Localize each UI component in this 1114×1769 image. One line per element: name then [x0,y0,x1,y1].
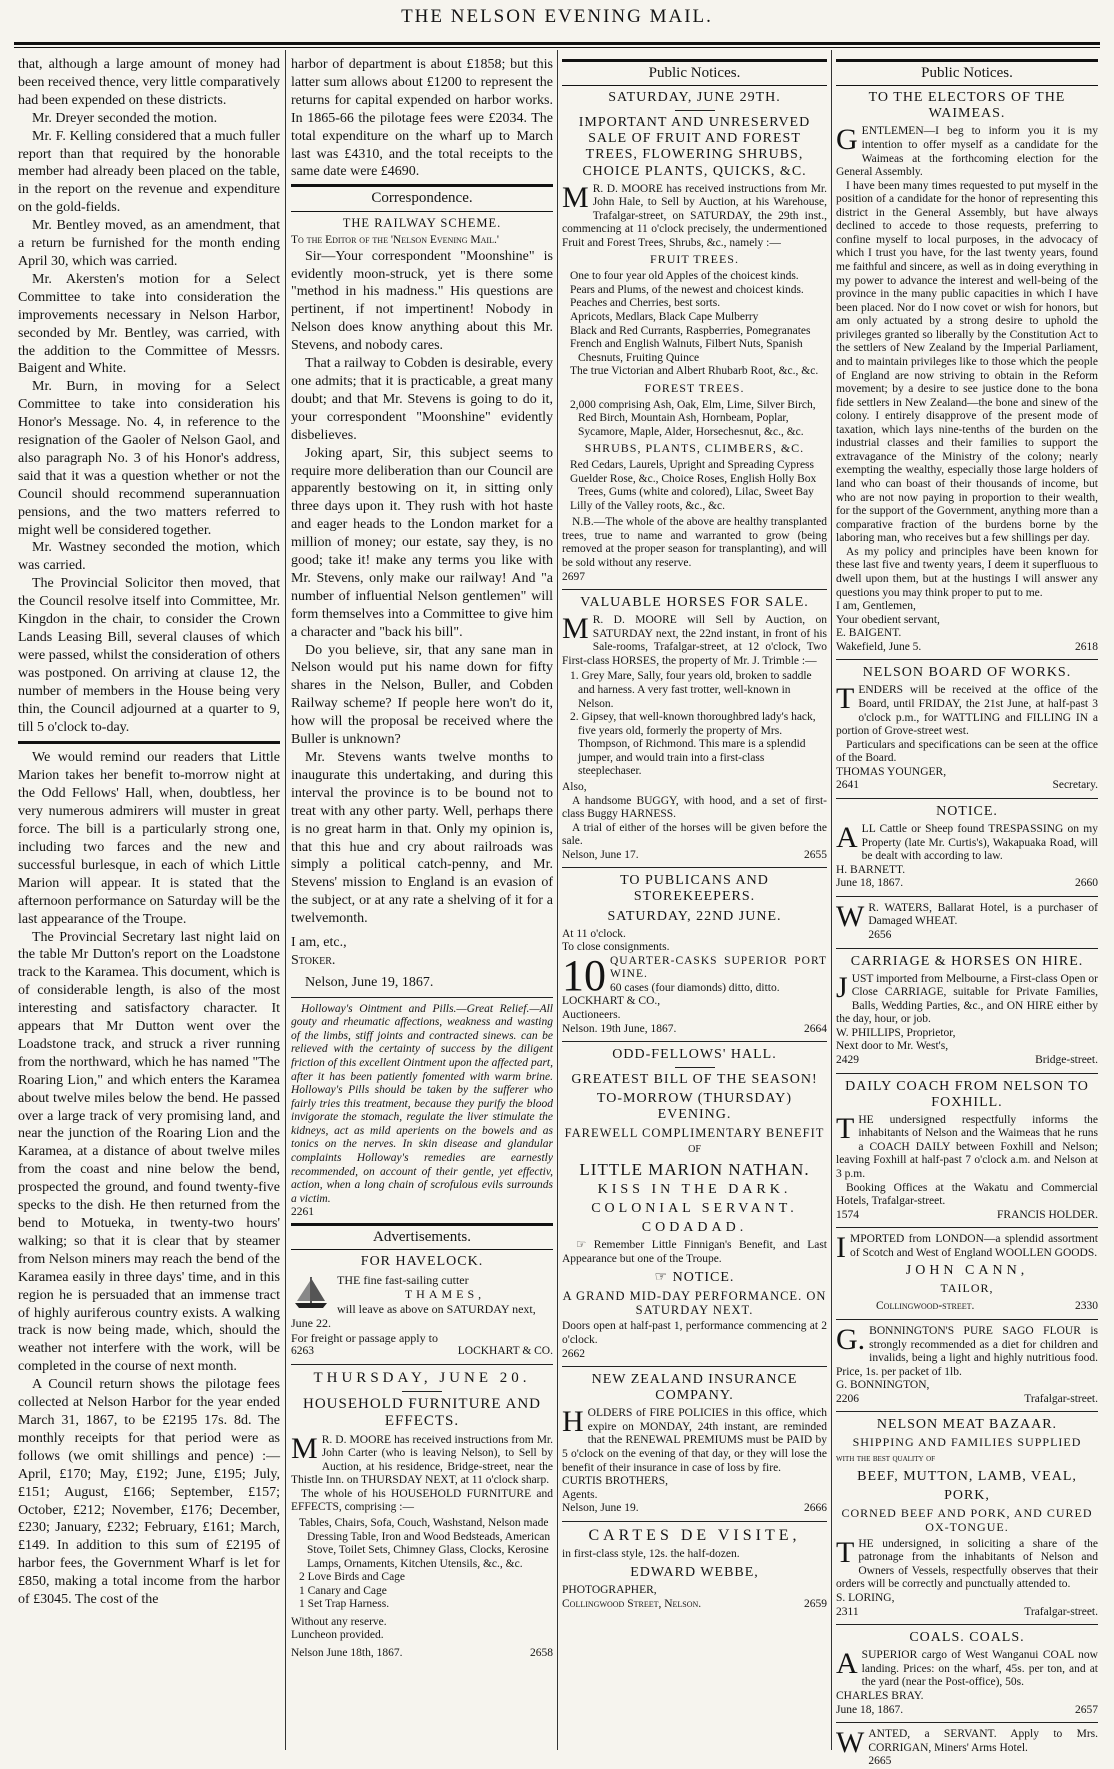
fruit-items [570,270,827,379]
list-item: Tables, Chairs, Sofa, Couch, Washstand, Nelson made Dressing Table, Iron and Wood Bedsteads, American Stove, Toilet Sets, Chimney Glass, Clocks, Kerosine Lamps, Ornaments, Kitchen Utensils, &c., &c. [299,1516,551,1570]
drop-cap: M [562,612,589,646]
advert-number: 2330 [1075,1300,1098,1313]
column-2 [291,56,553,1746]
section-rule [836,1073,1098,1074]
advert-number: 2618 [1075,640,1098,653]
drop-cap: A [836,1647,858,1681]
short-rule [675,1067,715,1068]
furniture-date: Nelson June 18th, 1867. [291,1647,403,1659]
advert-number: 2658 [530,1647,553,1659]
horses-items [570,670,827,779]
advert-number: 2429 [836,1053,859,1066]
drop-cap: T [836,1535,855,1569]
works-heading: NELSON BOARD OF WORKS. [862,665,1072,681]
list-item: Apricots, Medlars, Black Cape Mulberry [570,310,759,323]
column-4 [836,56,1098,1768]
insurance-date: Nelson, June 19. [562,1502,639,1515]
sago-street: Trafalgar-street. [1024,1392,1098,1405]
electors-place: Wakefield, June 5. [836,640,922,653]
horses-trial: A trial of either of the horses will be given before the sale. [562,821,827,848]
oddfellows-line: TO-MORROW (THURSDAY) EVENING. [596,1091,793,1123]
drop-cap: G [836,123,858,157]
horses-also: Also, [562,780,587,793]
letter-paragraph: Mr. Stevens wants twelve months to inaugurate this undertaking, and during this interval the province is to be bound not to treat with any other party. Well, perhaps there is no great harm in that. Only my opinion is, that this hue and cry about railroads was simply a political catch-penny, and Mr. Stevens' mission to England is an evasion of the subject, or at any rate a shelving of it for a twelvemonth. [291,750,553,927]
oddfellows-of: OF [688,1143,701,1155]
article-paragraph: Mr. Wastney seconded the motion, which was carried. [18,540,280,574]
sago-signature: G. BONNINGTON, [836,1379,930,1392]
advert-number: 2659 [804,1598,827,1611]
advert-number: 2206 [836,1392,859,1405]
cartes-sub: in first-class style, 12s. the half-dozen. [562,1548,740,1561]
carriage-footer [836,1054,1098,1068]
advert-number: 2311 [836,1605,859,1618]
letter-paragraph: Do you believe, sir, that any sane man in Nelson would put his name down for fifty shares in the Nelson, Buller, and Cobden Railway scheme? If people here won't do it, how will the proposal be received where the Buller is unknown? [291,642,553,748]
article-paragraph: A Council return shows the pilotage fees collected at Nelson Harbor for the year ended March 31, 1867, to be £2195 17s. 8d. The monthly receipts for that period were as follows (we omit shillings and pence) :—April, £170; May, £192; June, £195; July, £151; August, £166; September, £157; October, £212; November, £176; December, £230; January, £232; February, £161; March, £149. In addition to this sum of £2195 of harbor fees, the Government Wharf is let for £850, making a total income from the harbor of £3045. The cost of the [18,1377,280,1608]
article-paragraph: Mr. F. Kelling considered that a much fuller report than that required by the honorable member had already been placed on the table, in the report on the revenue and expenditure on the gold-fields. [18,128,280,216]
webbe-role: PHOTOGRAPHER, [562,1583,657,1596]
section-rule [562,867,827,868]
coals-text: SUPERIOR cargo of West Wanganui COAL now landing. Prices: on the wharf, 45s. per ton, and at the yard (near the Post-office), 50s. [861,1649,1098,1689]
article-paragraph: The Provincial Secretary last night laid on the table Mr Dutton's report on the Loadstone track to the Karamea. This document, which is of considerable length, is also of the most interesting and satisfactory character. It appears that Mr Dutton went over the Loadstone track, and struck a river running from the northward, which he has named "The Roaring Lion," and which enters the Karamea about twelve miles below the bend. He passed over a large track of very promising land, and near the junction of the Roaring Lion and the Karamea, at a distance of about twelve miles from the coast and nine below the bend, prospected the ground, and found twenty-five specks to the dish. He then returned from the bend to Motueka, in twenty-two hours' walking; so that it is clear that by steamer from Nelson miners may reach the bend of the Karamea easily in three days' time, and in this region he is persuaded that an immense tract of highly auriferous country exists. A walking track is now being made, which, should the weather not interfere with the work, will be completed in the course of next month. [18,929,280,1375]
works-text-2: Particulars and specifications can be seen at the office of the Board. [836,738,1098,765]
works-text: ENDERS will be received at the office of the Board, until FRIDAY, the 21st June, at half-past 3 o'clock p.m., for WATTLING and FILLING IN a portion of Grove-street west. [836,684,1098,738]
meat-line: PORK, [944,1488,990,1504]
works-signature: THOMAS YOUNGER, [836,765,947,778]
list-item: 1 Set Trap Harness. [299,1598,390,1611]
holloway-advert [291,1003,553,1220]
cartes-heading: CARTES DE VISITE, [588,1526,801,1544]
letter-title: THE RAILWAY SCHEME. [342,215,502,230]
electors-advert [836,125,1098,654]
section-rule [18,741,280,744]
notice-signature: H. BARNETT. [836,863,906,876]
drop-cap: W [836,899,865,933]
waters-text: R. WATERS, Ballarat Hotel, is a purchaser of Damaged WHEAT. [868,901,1098,928]
cann-advert [836,1231,1098,1265]
masthead-rule [14,42,1100,45]
oddfellows-piece: KISS IN THE DARK. [597,1182,792,1198]
furniture-sub: The whole of his HOUSEHOLD FURNITURE and EFFECTS, comprising :— [291,1487,553,1514]
oddfellows-notice-label: NOTICE. [672,1269,735,1285]
section-rule [836,1319,1098,1320]
coach-heading: DAILY COACH FROM NELSON TO FOXHILL. [845,1078,1089,1110]
carriage-heading: CARRIAGE & HORSES ON HIRE. [850,953,1084,969]
horses-date: Nelson, June 17. [562,848,639,861]
sale-heading: IMPORTANT AND UNRESERVED SALE OF FRUIT AND FOREST TREES, FLOWERING SHRUBS, CHOICE PLANTS, QUICKS, &C. [578,115,811,179]
carriage-advert [836,970,1098,1068]
havelock-text: THE fine fast-sailing cutter [337,1273,469,1288]
column-divider [285,50,286,1750]
oddfellows-line: GREATEST BILL OF THE SEASON! [571,1072,818,1088]
list-item: Black and Red Currants, Raspberries, Pomegranates [570,324,811,337]
article-paragraph: The Provincial Solicitor then moved, that the Council resolve itself into Committee, Mr. Kingdon in the chair, to consider the Crown Lands Leasing Bill, several clauses of which were passed, whilst the consideration of others was postponed. On arriving at clause 12, the number of members in the House being very thin, the Council adjourned at a quarter to 9, till 5 o'clock to-day. [18,576,280,735]
insurance-agent: CURTIS BROTHERS, [562,1475,669,1488]
article-paragraph: We would remind our readers that Little Marion takes her benefit to-morrow night at the Odd Fellows' Hall, when, doubtless, her very numerous admirers will muster in great force. The bill is a particularly strong one, including two farces and the new and successful burlesque, in each of which Little Marion will appear. It is stated that the afternoon performance on Saturday will be the last appearance of the Troupe. [18,750,280,927]
advert-number: 1574 [836,1208,859,1221]
correspondence-heading: Correspondence. [291,184,553,211]
publicans-dateline: Nelson. 19th June, 1867. [562,1022,677,1035]
public-notices-heading: Public Notices. [836,59,1098,86]
notice-heading: NOTICE. [936,803,998,819]
article-paragraph: Mr. Burn, in moving for a Select Committee to take into consideration his Honor's Message. No. 4, in reference to the resignation of the Gaoler of Nelson Gaol, and also paragraph No. 3 of his Honor's address, said that it was a question whether or not the Council should recommend superannuation pensions, and the two matters referred to might well be considered together. [18,379,280,538]
section-rule [291,997,553,998]
cann-name: JOHN CANN, [905,1263,1029,1279]
list-item: 2 Love Birds and Cage [299,1571,406,1584]
section-rule [562,589,827,590]
sale-advert [562,180,827,584]
section-rule [836,1722,1098,1723]
coals-footer [836,1704,1098,1718]
publicans-item: QUARTER-CASKS SUPERIOR PORT WINE. [610,954,827,981]
oddfellows-remember [562,1239,827,1266]
publicans-item-2: 60 cases (four diamonds) ditto, ditto. [610,981,780,994]
havelock-freight: For freight or passage apply to [291,1330,438,1345]
horses-advert [562,614,827,862]
thursday-heading: THURSDAY, JUNE 20. [313,1369,531,1386]
cann-address: Collingwood-street. [876,1300,975,1313]
forest-heading: FOREST TREES. [644,380,745,395]
letter-paragraph: That a railway to Cobden is desirable, every one admits; that it is practicable, a great many doubt; and that Mr. Stevens is going to do it, your correspondent "Moonshine" evidently disbelieves. [291,356,553,443]
insurance-role: Agents. [562,1488,598,1501]
insurance-advert [562,1407,827,1516]
havelock-text-2: will leave as above on SATURDAY next, June 22. [291,1301,536,1331]
advert-number: 6263 [291,1345,314,1358]
insurance-footer [562,1502,827,1516]
meat-sub: SHIPPING AND FAMILIES SUPPLIED [852,1435,1082,1450]
oddfellows-doors: Doors open at half-past 1, performance commencing at 2 o'clock. [562,1320,827,1347]
oddfellows-notice [562,1270,827,1286]
drop-cap: W [836,1726,865,1760]
drop-cap: T [836,682,855,716]
pointing-hand-icon: ☞ [654,1269,673,1285]
section-rule [562,1366,827,1367]
column-divider [557,50,558,1750]
works-footer [836,779,1098,793]
carriage-signature: W. PHILLIPS, Proprietor, [836,1026,956,1039]
advert-number: 2641 [836,779,859,792]
publicans-date: SATURDAY, 22ND JUNE. [607,908,782,924]
wanted-advert [836,1728,1098,1769]
article-paragraph: that, although a large amount of money had been received thence, very little comparatively had been expended on these districts. [18,57,280,108]
furniture-text: R. D. MOORE has received instructions from Mr. John Carter (who is leaving Nelson), to Sell by Auction, at his residence, Bridge-street, near the Thistle Inn. on THURSDAY NEXT, at 11 o'clock sharp. [291,1433,553,1487]
oddfellows-piece: CODADAD. [641,1220,748,1236]
notice-footer [836,877,1098,891]
cann-role: TAILOR, [940,1281,994,1296]
coach-text-2: Booking Offices at the Wakatu and Commercial Hotels, Trafalgar-street. [836,1181,1098,1208]
advert-number: 2662 [562,1347,585,1360]
letter-paragraph: Joking apart, Sir, this subject seems to require more deliberation than our Council are apparently bestowing on it, in sitting only three days upon it. They rush with hot haste and eager heads to the London market for a million of money; our estate, say they, is no good; take it! make any terms you like with Mr. Stevens, only make our railway! And "a number of influential Nelson gentlemen" will form themselves into a Committee to give him a character and "back his bill". [291,445,553,640]
electors-close: I am, Gentlemen, [836,600,916,613]
drop-cap: M [291,1431,318,1465]
advert-number: 2666 [804,1502,827,1515]
advertisements-heading: Advertisements. [291,1223,553,1250]
havelock-agent: LOCKHART & CO. [457,1345,553,1358]
advert-number: 2261 [291,1206,314,1219]
letter-paragraph: Sir—Your correspondent "Moonshine" is evidently moon-struck, yet is there some "method in his madness." His questions are pertinent, if not impertinent! Nobody in Nelson does know anything about this Mr. Stevens, and nobody cares. [291,248,553,354]
drop-cap: T [836,1111,855,1145]
electors-paragraph: As my policy and principles have been known for these last five and twenty years, I deem it superfluous to dwell upon them, but at the hustings I will answer any questions you may think proper to put to me. [836,545,1098,599]
list-item: Red Cedars, Laurels, Upright and Spreading Cypress [570,459,815,472]
electors-close: Your obedient servant, [836,613,940,626]
article-paragraph: harbor of department is about £1858; but this latter sum allows about £1200 to represent the returns for capital expended on harbor works. In 1865-66 the pilotage fees were £2034. The total expenditure on the wharf up to March last was £4310, and the total receipts to the same date were £4690. [291,57,553,180]
list-item: Pears and Plums, of the newest and choicest kinds. [570,283,804,296]
carriage-text: UST imported from Melbourne, a First-class Open or Close CARRIAGE, suitable for Private Families, Balls, Wedding Parties, &c., and ON HIRE either by the day, hour, or job. [836,972,1098,1026]
meat-with: with the best quality of [836,1453,936,1465]
section-rule [836,1411,1098,1412]
meat-heading: NELSON MEAT BAZAAR. [876,1417,1058,1433]
webbe-footer [562,1597,827,1612]
furniture-advert [291,1431,553,1661]
column-divider [831,50,832,1750]
list-item: Lilly of the Valley roots, &c., &c. [570,499,726,512]
coach-text: HE undersigned respectfully informs the inhabitants of Nelson and the Waimeas that he runs a COACH DAILY between Foxhill and Nelson; leaving Foxhill at half-past 7 o'clock a.m. and Nelson at 3 p.m. [836,1113,1098,1180]
notice-text: LL Cattle or Sheep found TRESPASSING on my Property (late Mr. Curtis's), Wakapuaka Road, will be dealt with according to law. [861,823,1098,863]
pointing-hand-icon: ☞ [576,1239,594,1252]
list-item: 1. Grey Mare, Sally, four years old, broken to saddle and harness. A very fast trotter, well-known in Nelson. [570,670,812,710]
webbe-address: Collingwood Street, Nelson. [562,1598,702,1611]
list-item: Peaches and Cherries, best sorts. [570,297,721,310]
cann-text: MPORTED from LONDON—a splendid assortment of Scotch and West of England WOOLLEN GOODS. [850,1233,1098,1259]
electors-paragraph: ENTLEMEN—I beg to inform you it is my intention to offer myself as a candidate for the Waimeas at the forthcoming election for the General Assembly. [836,125,1098,179]
wanted-text: ANTED, a SERVANT. Apply to Mrs. CORRIGAN, Miners' Arms Hotel. [868,1728,1098,1754]
public-notices-heading: Public Notices. [562,59,827,86]
sago-text: BONNINGTON'S PURE SAGO FLOUR is strongly recommended as a diet for children and invalids, being a light and highly nutritious food. Price, 1s. per packet of 1lb. [836,1324,1098,1378]
publicans-advert [562,950,827,1036]
column-1 [18,56,280,1746]
notice-date: June 18, 1867. [836,877,904,890]
section-rule [562,1521,827,1522]
carriage-next: Next door to Mr. West's, [836,1040,949,1053]
letter-salutation: To the Editor of the 'Nelson Evening Mail.' [291,233,499,246]
sago-footer [836,1393,1098,1407]
list-item: Guelder Rose, &c., Choice Roses, English Holly Box Trees, Gums (white and colored), Lilac, Sweet Bay [570,472,817,499]
meat-signature: S. LORING, [836,1592,895,1605]
furniture-items [299,1517,553,1612]
havelock-heading: FOR HAVELOCK. [360,1253,484,1269]
advert-number: 2697 [562,570,585,583]
oddfellows-line: FAREWELL COMPLIMENTARY BENEFIT [564,1126,825,1141]
section-rule [836,798,1098,799]
advert-number: 2657 [1075,1703,1098,1716]
insurance-text: OLDERS of FIRE POLICIES in this office, which expire on MONDAY, 24th instant, are reminded that the RENEWAL PREMIUMS must be PAID by 5 o'clock on the evening of that day, or they will lose the benefit of their insurance in case of loss by fire. [562,1407,827,1474]
publicans-close: To close consignments. [562,941,670,954]
coals-advert [836,1649,1098,1717]
column-3 [562,56,827,1746]
horses-heading: VALUABLE HORSES FOR SALE. [580,595,809,611]
oddfellows-name: LITTLE MARION NATHAN. [579,1159,810,1179]
coals-date: June 18, 1867. [836,1703,904,1716]
masthead-rule-thin [14,47,1100,48]
electors-paragraph: I have been many times requested to put myself in the position of a candidate for the honor of representing this district in the General Assembly, but have always declined to accede to those requests, preferring to confine myself to local purposes, in the advocacy of which I trust you have, for the last twenty years, found me faithful and sincere, as well as in doing everything in my power to advance the interest and well-being of the province in the many public capacities in which I have been placed. Nor do I now covet or wish for honors, but am only actuated by a strong desire to uphold the privileges granted so liberally by the Constitution Act to the settlers of New Zealand by the Imperial Parliament, and to maintain privileges like to those which the people of England are now striving to obtain in the Reform movement; by a desire to see justice done to the bona fide settlers in New Zealand—the bone and sinew of the colony. I entirely disapprove of the present mode of taxation, which lays nine-tenths of the burden on the industrial classes and their families to support the extravagance of the Ministry of the colony; nearly exempting the wealthy, especially those large holders of land who can boast of their thousands of income, but who are not now paying in proportion to their wealth, for the support of the Government, anything more than a comparative fraction of the burdens borne by the laboring man, who receives but a few shillings per day. [836,179,1098,545]
sale-date: SATURDAY, JUNE 29TH. [608,90,781,106]
oddfellows-heading: ODD-FELLOWS' HALL. [612,1047,777,1063]
electors-footer [836,641,1098,655]
horses-footer [562,849,827,863]
meat-footer [836,1606,1098,1620]
shrubs-items [570,459,827,513]
havelock-ship-name: THAMES, [404,1287,486,1302]
coach-footer [836,1209,1098,1223]
list-item: 2,000 comprising Ash, Oak, Elm, Lime, Silver Birch, Red Birch, Mountain Ash, Hornbeam, Poplar, Sycamore, Maple, Alder, Horsechesnut, &c., &c. [570,398,816,438]
section-rule [836,896,1098,897]
coals-heading: COALS. COALS. [909,1630,1025,1646]
drop-cap: J [836,970,848,1004]
drop-cap: A [836,821,858,854]
short-rule [675,110,715,111]
list-item: French and English Walnuts, Filbert Nuts, Spanish Chesnuts, Fruiting Quince [570,338,803,364]
drop-number: 10 [562,950,606,1000]
meat-line: BEEF, MUTTON, LAMB, VEAL, [857,1469,1077,1485]
meat-text: HE undersigned, in soliciting a share of the patronage from the inhabitants of Nelson and Owners of Vessels, respectfully observes that their orders will be correctly and punctually attended to. [836,1537,1098,1591]
drop-cap: G. [836,1322,866,1356]
insurance-heading: NEW ZEALAND INSURANCE COMPANY. [591,1372,798,1404]
section-rule [562,1041,827,1042]
section-rule [836,948,1098,949]
short-rule [402,1391,442,1392]
works-advert [836,684,1098,793]
advert-number: 2665 [868,1755,892,1768]
shrubs-heading: SHRUBS, PLANTS, CLIMBERS, &C. [584,441,805,456]
coach-advert [836,1111,1098,1223]
fruit-heading: FRUIT TREES. [650,252,739,267]
publicans-agent: LOCKHART & CO., [562,995,661,1008]
letter-signature: Stoker. [291,952,336,968]
advert-number: 2656 [868,928,892,941]
sago-advert [836,1322,1098,1406]
reserve-note: Without any reserve. [291,1615,387,1628]
havelock-advert [291,1273,553,1359]
furniture-heading: HOUSEHOLD FURNITURE AND EFFECTS. [302,1396,541,1430]
carriage-street: Bridge-street. [1035,1053,1098,1066]
electors-signature: E. BAIGENT. [836,627,902,640]
works-role: Secretary. [1052,779,1098,792]
horses-buggy: A handsome BUGGY, with hood, and a set of first-class Buggy HARNESS. [562,794,827,821]
meat-line: CORNED BEEF AND PORK, AND CURED OX-TONGUE. [841,1506,1093,1534]
electors-heading: TO THE ELECTORS OF THE WAIMEAS. [868,90,1066,122]
meat-street: Trafalgar-street. [1024,1605,1098,1618]
webbe-name: EDWARD WEBBE, [630,1564,759,1580]
article-paragraph: Mr. Akersten's motion for a Select Committee to take into consideration the improvements necessary in Nelson Harbor, seconded by Mr. Bentley, was carried, with the addition to the Committee of Messrs. Baigent and White. [18,271,280,377]
havelock-footer [291,1345,553,1359]
article-paragraph: Mr. Dreyer seconded the motion. [32,110,218,126]
furniture-footer [291,1647,553,1661]
advert-number: 2655 [804,848,827,861]
holloway-text: Holloway's Ointment and Pills.—Great Relief.—All gouty and rheumatic affections, weakness and wasting of the limbs, stiff joints and contracted sinews. can be relieved with the certainty of success by the diligent friction of this excellent Ointment upon the affected part, after it has been patiently fomented with warm brine. Holloway's Pills should be taken by the sufferer who fairly tries this treatment, because they purify the blood invigorate the stomach, regulate the liver stimulate the kidneys, act as mild aperients on the bowels and as tonics on the nerves. In skin disease and glandular complaints Holloway's remedies are earnestly recommended, on account of their gentle, yet effectiv, action, when a long chain of scrofulous evils surrounds a victim. [291,1002,553,1205]
publicans-role: Auctioneers. [562,1008,621,1021]
forest-items [570,399,827,440]
publicans-heading: TO PUBLICANS AND STOREKEEPERS. [620,873,769,905]
meat-advert [836,1535,1098,1619]
advert-number: 2660 [1075,877,1098,890]
coach-signature: FRANCIS HOLDER. [997,1208,1098,1221]
ship-icon [291,1275,331,1311]
letter-close: I am, etc., [291,935,347,951]
section-rule [291,1364,553,1365]
oddfellows-piece: COLONIAL SERVANT. [591,1201,798,1217]
list-item: The true Victorian and Albert Rhubarb Root, &c., &c. [570,365,819,378]
publicans-time: At 11 o'clock. [562,927,626,940]
sale-nb: N.B.—The whole of the above are healthy transplanted trees, true to name and warranted to grow (being removed at the proper season for transplanting), and will be sold without any reserve. [562,516,827,569]
sale-text: R. D. MOORE has received instructions from Mr. John Hale, to Sell by Auction, at his Warehouse, Trafalgar-street, on SATURDAY, the 29th inst., commencing at 11 o'clock precisely, the undermentioned Fruit and Forest Trees, Shrubs, &c., namely :— [562,182,827,249]
advert-number: 2664 [804,1022,827,1035]
publicans-footer [562,1023,827,1037]
section-rule [836,659,1098,660]
letter-date: Nelson, June 19, 1867. [305,974,434,990]
list-item: One to four year old Apples of the choicest kinds. [570,270,799,283]
article-paragraph: Mr. Bentley moved, as an amendment, that a return be furnished for the month ending April 30, which was carried. [18,218,280,269]
waters-advert [836,899,1098,943]
section-rule [836,1227,1098,1228]
drop-cap: I [836,1231,846,1265]
coals-signature: CHARLES BRAY. [836,1689,924,1702]
horses-text: R. D. MOORE will Sell by Auction, on SATURDAY next, the 22nd instant, in front of his Sale-rooms, Trafalgar-street, at 12 o'clock, Two First-class HORSES, the property of Mr. J. Trimble :— [562,614,827,667]
drop-cap: M [562,180,589,214]
section-rule [836,1624,1098,1625]
oddfellows-remember-text: Remember Little Finnigan's Benefit, and Last Appearance but one of the Troupe. [562,1239,827,1266]
drop-cap: H [562,1405,584,1439]
oddfellows-matinee: A GRAND MID-DAY PERFORMANCE. ON SATURDAY NEXT. [562,1288,827,1318]
list-item: 2. Gipsey, that well-known thoroughbred lady's hack, five years old, formerly the property of Mrs. Thompson, of Richmond. This mare is a splendid jumper, and would train into a first-class steeplechaser. [570,711,816,778]
list-item: 1 Canary and Cage [299,1584,387,1597]
notice-advert [836,823,1098,891]
masthead: THE NELSON EVENING MAIL. [401,6,713,27]
luncheon-note: Luncheon provided. [291,1629,384,1642]
cann-footer [836,1299,1098,1314]
